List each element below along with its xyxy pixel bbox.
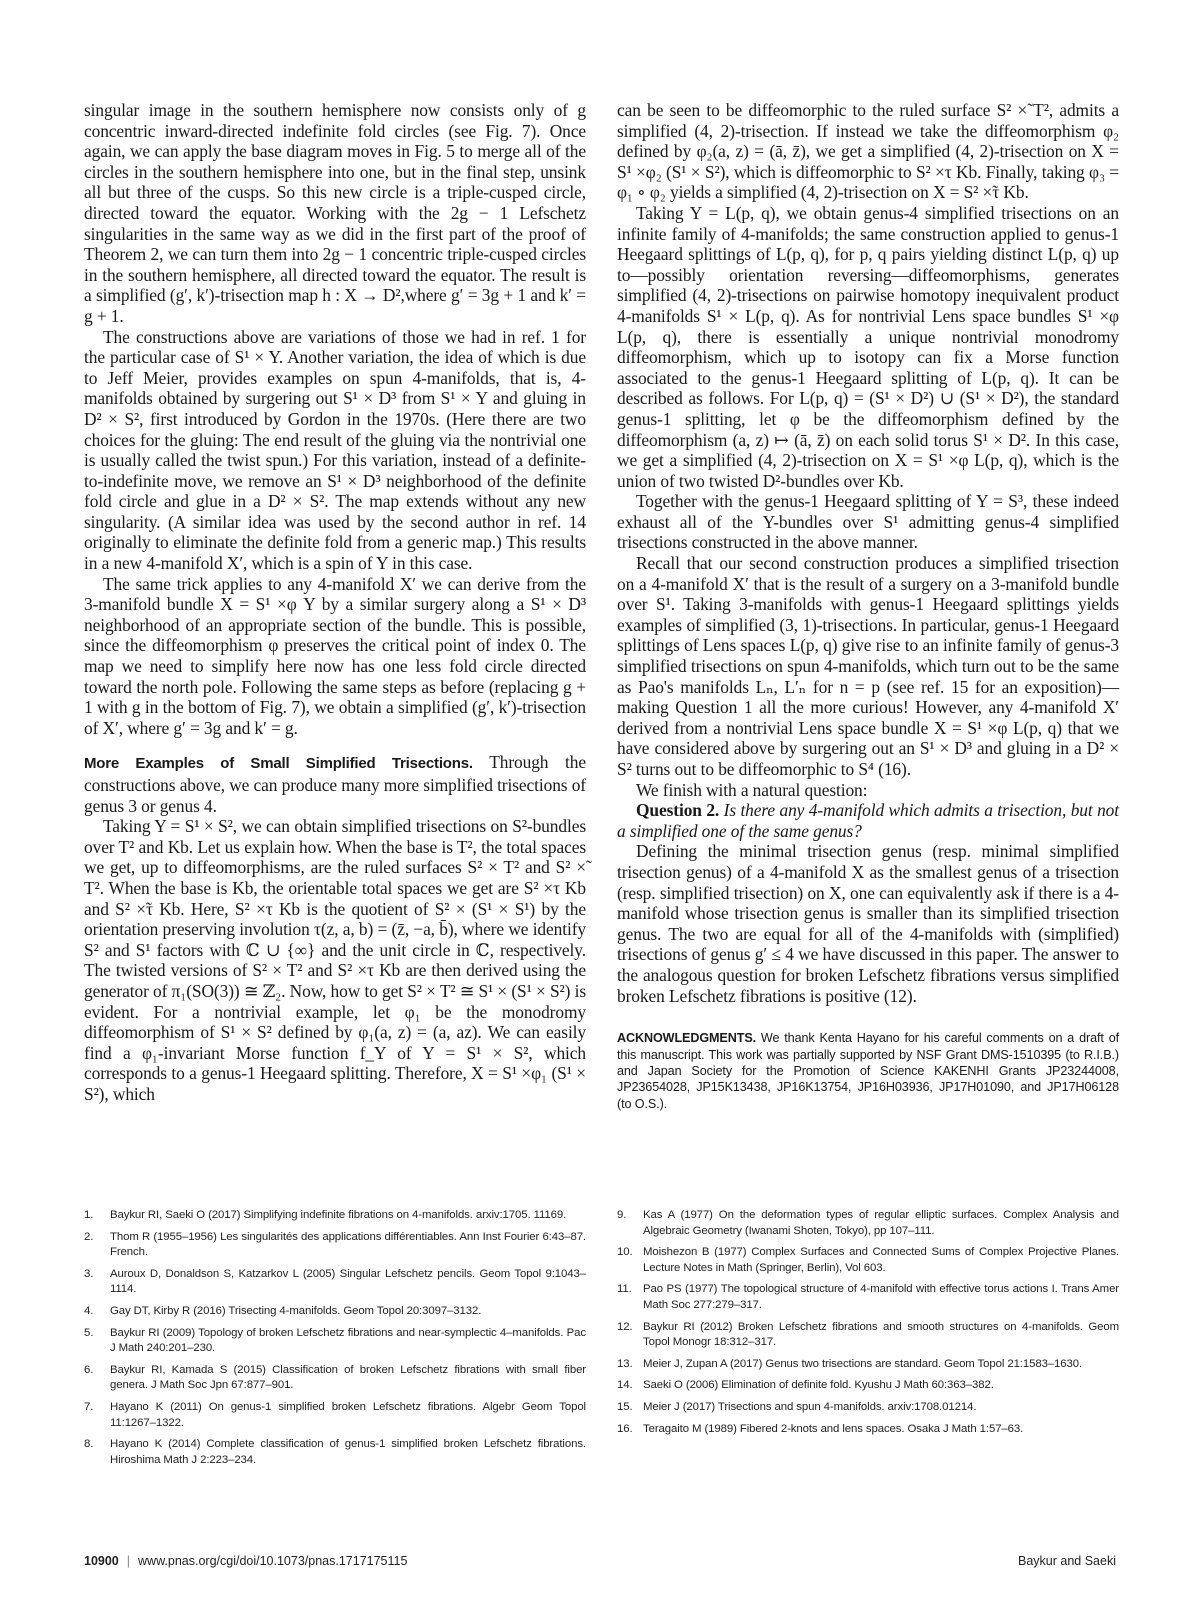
reference-text: Hayano K (2014) Complete classification of genus-1 simplified broken Lefschetz fibrations. Hiroshima Math J 2:223–234.: [110, 1438, 586, 1466]
question-paragraph: [617, 800, 1119, 841]
reference-text: Hayano K (2011) On genus-1 simplified broken Lefschetz fibrations. Algebr Geom Topol 11:1267–1322.: [110, 1400, 586, 1429]
section-paragraph: [84, 752, 586, 816]
reference-item: [84, 1326, 586, 1357]
reference-text: Meier J (2017) Trisections and spun 4-manifolds. arxiv:1708.01214.: [643, 1400, 977, 1413]
reference-number: 11.: [617, 1283, 632, 1296]
reference-text: Saeki O (2006) Elimination of definite fold. Kyushu J Math 60:363–382.: [643, 1379, 994, 1392]
question-text: Is there any 4-manifold which admits a trisection, but not a simplified one of the same genus?: [617, 800, 1120, 841]
reference-text: Auroux D, Donaldson S, Katzarkov L (2005) Singular Lefschetz pencils. Geom Topol 9:1043–1114.: [110, 1267, 586, 1296]
reference-item: [84, 1437, 586, 1468]
acknowledgments: [617, 1030, 1119, 1112]
footer-authors: Baykur and Saeki: [1018, 1554, 1116, 1568]
left-column: [84, 100, 586, 1105]
reference-text: Gay DT, Kirby R (2016) Trisecting 4-manifolds. Geom Topol 20:3097–3132.: [110, 1304, 482, 1317]
references-list-right: [617, 1208, 1119, 1443]
reference-item: [84, 1304, 586, 1320]
reference-text: Moishezon B (1977) Complex Surfaces and Connected Sums of Complex Projective Planes. Lecture Notes in Math (Springer, Berlin), Vol 603.: [643, 1246, 1119, 1274]
reference-item: [617, 1357, 1119, 1373]
reference-text: Baykur RI, Kamada S (2015) Classification of broken Lefschetz fibrations with small fiber genera. J Math Soc Jpn 67:877–901.: [110, 1363, 586, 1392]
reference-item: [84, 1208, 586, 1224]
reference-item: [617, 1245, 1119, 1276]
section-heading: More Examples of Small Simplified Trisections.: [84, 755, 473, 773]
reference-text: Thom R (1955–1956) Les singularités des applications différentiables. Ann Inst Fourier 6:43–87. French.: [110, 1230, 586, 1259]
reference-number: 4.: [84, 1304, 94, 1317]
page-number: 10900: [84, 1554, 119, 1568]
reference-item: [617, 1282, 1119, 1313]
reference-number: 15.: [617, 1400, 633, 1413]
question-label: Question 2.: [636, 800, 720, 821]
reference-item: [617, 1400, 1119, 1416]
body-paragraph: Recall that our second construction produces a simplified trisection on a 4-manifold X′ that is the result of a surgery on a 3-manifold bundle over S¹. Taking 3-manifolds with genus-1 Heegaard splittings yields examples of simplified (3, 1)-trisections. In particular, genus-1 Heegaard splittings of Lens spaces L(p, q) give rise to an infinite family of genus-3 simplified trisections on spun 4-manifolds, which turn out to be the same as Pao's manifolds Lₙ, L′ₙ for n = p (see ref. 15 for an exposition)—making Question 1 all the more curious! However, any 4-manifold X′ derived from a nontrivial Lens space bundle X = S¹ ×φ L(p, q) that we have considered above by surgering out an S¹ × D³ and gluing in a D² × S² turns out to be diffeomorphic to S⁴ (16).: [617, 553, 1119, 779]
reference-text: Baykur RI (2012) Broken Lefschetz fibrations and smooth structures on 4-manifolds. Geom Topol Monogr 18:312–317.: [643, 1320, 1119, 1349]
body-paragraph: Taking Y = L(p, q), we obtain genus-4 simplified trisections on an infinite family of 4-manifolds; the same construction applied to genus-1 Heegaard splittings of L(p, q), for p, q pairs yielding distinct L(p, q) up to—possibly orientation reversing—diffeomorphisms, generates simplified (4, 2)-trisections on pairwise homotopy inequivalent product 4-manifolds S¹ × L(p, q). As for nontrivial Lens space bundles S¹ ×φ L(p, q), there is essentially a unique nontrivial monodromy diffeomorphism, which up to isotopy can fix a Morse function associated to the genus-1 Heegaard splitting of L(p, q). It can be described as follows. For L(p, q) = (S¹ × D²) ∪ (S¹ × D²), the standard genus-1 splitting, let φ be the diffeomorphism defined by the diffeomorphism (a, z) ↦ (ā, z̄) on each solid torus S¹ × D². In this case, we get a simplified (4, 2)-trisection on X = S¹ ×φ L(p, q), which is the union of two twisted D²-bundles over Kb.: [617, 202, 1119, 491]
body-paragraph: Taking Y = S¹ × S², we can obtain simplified trisections on S²-bundles over T² and Kb. Let us explain how. When the base is T², the total spaces we get, up to diffeomorphisms, are the ruled surfaces S² × T² and S² ×̃ T². When the base is Kb, the orientable total spaces we get are S² ×τ Kb and S² ×̃τ Kb. Here, S² ×τ Kb is the quotient of S² × (S¹ × S¹) by the orientation preserving involution τ(z, a, b) = (z̄, −a, b̄), where we identify S² and S¹ factors with ℂ ∪ {∞} and the unit circle in ℂ, respectively. The twisted versions of S² × T² and S² ×τ Kb are then derived using the generator of π₁(SO(3)) ≅ ℤ₂. Now, how to get S² × T² ≅ S¹ × (S¹ × S²) is evident. For a nontrivial example, let φ₁ be the monodromy diffeomorphism of S¹ × S² defined by φ₁(a, z) = (a, az). We can easily find a φ₁-invariant Morse function f_Y of Y = S¹ × S², which corresponds to a genus-1 Heegaard splitting. Therefore, X = S¹ ×φ₁ (S¹ × S²), which: [84, 816, 586, 1104]
reference-item: [617, 1320, 1119, 1351]
body-paragraph: Together with the genus-1 Heegaard splitting of Y = S³, these indeed exhaust all of the Y-bundles over S¹ admitting genus-4 simplified trisections constructed in the above manner.: [617, 491, 1119, 553]
reference-item: [617, 1422, 1119, 1438]
reference-number: 14.: [617, 1379, 633, 1392]
doi-link[interactable]: www.pnas.org/cgi/doi/10.1073/pnas.1717175115: [138, 1554, 408, 1568]
footer-separator: |: [126, 1554, 131, 1568]
references-list-left: [84, 1208, 586, 1474]
acknowledgments-text: We thank Kenta Hayano for his careful comments on a draft of this manuscript. This work was partially supported by NSF Grant DMS-1510395 (to R.I.B.) and Japan Society for the Promotion of Science KAKENHI Grants JP23244008, JP23654028, JP15K13438, JP16K13754, JP16H03936, JP17H01090, and JP17H06128 (to O.S.).: [617, 1031, 1119, 1111]
page-footer-left: [84, 1554, 407, 1568]
body-paragraph: Defining the minimal trisection genus (resp. minimal simplified trisection genus) of a 4-manifold X as the smallest genus of a trisection (resp. simplified trisection) on X, one can equivalently ask if there is a 4-manifold whose trisection genus is smaller than its simplified trisection genus. The two are equal for all of the 4-manifolds with (simplified) trisections of genus g′ ≤ 4 we have discussed in this paper. The answer to the analogous question for broken Lefschetz fibrations versus simplified broken Lefschetz fibrations is positive (12).: [617, 841, 1119, 1006]
reference-text: Kas A (1977) On the deformation types of regular elliptic surfaces. Complex Analysis and Algebraic Geometry (Iwanami Shoten, Tokyo), pp 107–111.: [643, 1209, 1119, 1237]
body-paragraph: can be seen to be diffeomorphic to the ruled surface S² ×̃ T², admits a simplified (4, 2)-trisection. If instead we take the diffeomorphism φ₂ defined by φ₂(a, z) = (ā, z̄), we get a simplified (4, 2)-trisection on X = S¹ ×φ₂ (S¹ × S²), which is diffeomorphic to S² ×τ Kb. Finally, taking φ₃ = φ₁ ∘ φ₂ yields a simplified (4, 2)-trisection on X = S² ×̃τ Kb.: [617, 100, 1119, 203]
reference-text: Baykur RI, Saeki O (2017) Simplifying indefinite fibrations on 4-manifolds. arxiv:1705. 11169.: [110, 1209, 567, 1221]
body-paragraph: The constructions above are variations of those we had in ref. 1 for the particular case of S¹ × Y. Another variation, the idea of which is due to Jeff Meier, provides examples on spun 4-manifolds, that is, 4-manifolds obtained by surgering out S¹ × D³ from S¹ × Y and gluing in D² × S², first introduced by Gordon in the 1970s. (Here there are two choices for the gluing: The end result of the gluing via the nontrivial one is usually called the twist spun.) For this variation, instead of a definite-to-indefinite move, we remove an S¹ × D³ neighborhood of the definite fold circle and glue in a D² × S². The map extends without any new singularity. (A similar idea was used by the second author in ref. 14 originally to eliminate the definite fold from a generic map.) This results in a new 4-manifold X′, which is a spin of Y in this case.: [84, 326, 586, 574]
reference-number: 7.: [84, 1400, 94, 1413]
reference-number: 13.: [617, 1357, 633, 1370]
reference-text: Meier J, Zupan A (2017) Genus two trisections are standard. Geom Topol 21:1583–1630.: [643, 1357, 1083, 1370]
section-lead-text: Through the constructions above, we can produce many more simplified trisections of genus 3 or genus 4.: [84, 752, 587, 816]
reference-number: 5.: [84, 1326, 94, 1339]
reference-item: [617, 1378, 1119, 1394]
reference-item: [84, 1363, 586, 1394]
reference-number: 6.: [84, 1363, 94, 1376]
reference-item: [84, 1400, 586, 1431]
body-paragraph: singular image in the southern hemisphere now consists only of g concentric inward-directed indefinite fold circles (see Fig. 7). Once again, we can apply the base diagram moves in Fig. 5 to merge all of the circles in the southern hemisphere into one, but in the final step, unsink all but three of the cusps. So this new circle is a triple-cusped circle, directed toward the equator. Working with the 2g − 1 Lefschetz singularities in the same way as we did in the first part of the proof of Theorem 2, we can turn them into 2g − 1 concentric triple-cusped circles in the southern hemisphere, all directed toward the equator. The result is a simplified (g′, k′)-trisection map h : X → D²,where g′ = 3g + 1 and k′ = g + 1.: [84, 100, 586, 326]
reference-number: 10.: [617, 1246, 633, 1259]
reference-text: Pao PS (1977) The topological structure of 4-manifold with effective torus actions I. Trans Amer Math Soc 277:279–317.: [643, 1283, 1119, 1311]
reference-text: Baykur RI (2009) Topology of broken Lefschetz fibrations and near-symplectic 4–manifolds. Pac J Math 240:201–230.: [110, 1326, 586, 1355]
page-footer-right: [1018, 1554, 1116, 1568]
reference-number: 8.: [84, 1438, 94, 1451]
reference-number: 3.: [84, 1267, 94, 1280]
reference-number: 1.: [84, 1209, 94, 1221]
reference-number: 9.: [617, 1209, 627, 1221]
reference-item: [84, 1267, 586, 1298]
reference-number: 16.: [617, 1422, 633, 1435]
reference-item: [84, 1230, 586, 1261]
acknowledgments-heading: ACKNOWLEDGMENTS.: [617, 1031, 757, 1046]
reference-text: Teragaito M (1989) Fibered 2-knots and lens spaces. Osaka J Math 1:57–63.: [643, 1422, 1024, 1435]
right-column: [617, 100, 1119, 1112]
body-paragraph: The same trick applies to any 4-manifold X′ we can derive from the 3-manifold bundle X = S¹ ×φ Y by a similar surgery along a S¹ × D³ neighborhood of an appropriate section of the bundle. This is possible, since the diffeomorphism φ preserves the critical point of index 0. The map we need to simplify here now has one less fold circle directed toward the north pole. Following the same steps as before (replacing g + 1 with g in the bottom of Fig. 7), we obtain a simplified (g′, k′)-trisection of X′, where g′ = 3g and k′ = g.: [84, 573, 586, 738]
reference-number: 12.: [617, 1320, 633, 1333]
reference-number: 2.: [84, 1230, 94, 1243]
body-paragraph: We finish with a natural question:: [636, 779, 868, 800]
reference-item: [617, 1208, 1119, 1239]
